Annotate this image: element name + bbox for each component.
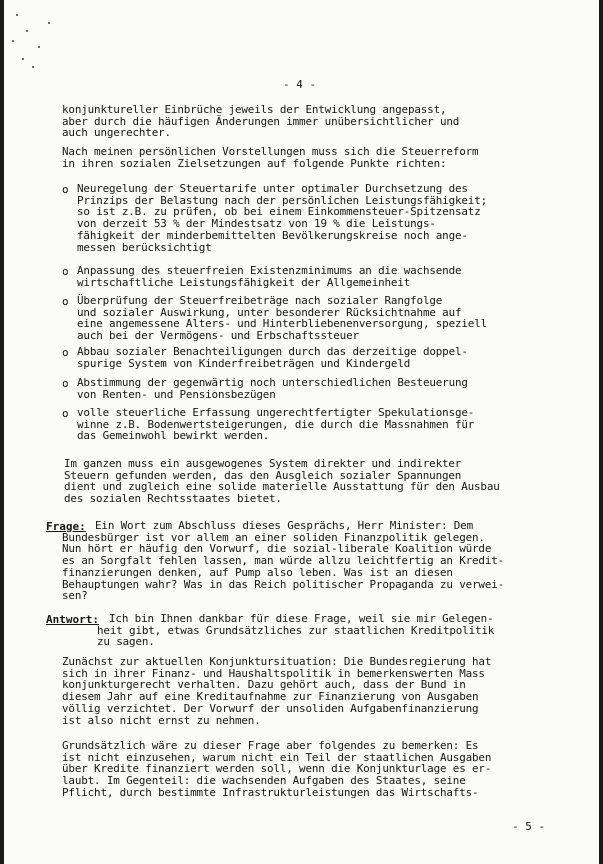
- frage-label: Frage:: [46, 520, 86, 533]
- scan-speckle: [12, 40, 14, 42]
- frage-line: finanzierungen denken, auf Pump also leben. Was ist an diesen: [62, 565, 453, 579]
- antwort-line: heit gibt, etwas Grundsätzliches zur staatlichen Kreditpolitik: [97, 623, 495, 637]
- frage-line: Bundesbürger ist vor allem an einer soliden Finanzpolitik gelegen.: [62, 530, 485, 544]
- p4-line: konjunkturgerecht verhalten. Dazu gehört auch, dass der Bund in: [62, 678, 466, 692]
- bullet-marker: o: [62, 295, 69, 308]
- bullet-marker: o: [62, 346, 69, 359]
- p5-line: über Kredite finanziert werden soll, wenn die Konjunkturlage es er-: [62, 762, 492, 776]
- bullet-item-line: und sozialer Auswirkung, unter besonderer Rücksichtnahme auf: [77, 305, 462, 319]
- bullet-item-line: wirtschaftliche Leistungsfähigkeit der Allgemeinheit: [77, 275, 411, 289]
- scan-speckle: [38, 46, 40, 48]
- p5-line: laubt. Im Gegenteil: die wachsenden Aufgaben des Staates, seine: [62, 774, 466, 788]
- p5-line: Pflicht, durch bestimmte Infrastrukturleistungen das Wirtschafts-: [62, 785, 479, 799]
- p2-line: Nach meinen persönlichen Vorstellungen muss sich die Steuerreform: [62, 145, 479, 158]
- frage-line: es an Sorgfalt fehlen lassen, man würde allzu leichtfertig an Kredit-: [62, 554, 505, 568]
- bullet-item-line: volle steuerliche Erfassung ungerechtfertigter Spekulationsge-: [77, 406, 475, 419]
- p3-line: Steuern gefunden werden, das den Ausgleich sozialer Spannungen: [64, 468, 462, 482]
- p4-line: Zunächst zur aktuellen Konjunktursituation: Die Bundesregierung hat: [62, 655, 492, 668]
- page-number-top: - 4 -: [283, 78, 317, 91]
- bullet-marker: o: [62, 183, 69, 196]
- bullet-item-line: Anpassung des steuerfreien Existenzminimums an die wachsende: [77, 264, 462, 277]
- bullet-item-line: eine angemessene Alters- und Hinterbliebenenversorgung, speziell: [77, 317, 488, 331]
- scan-speckle: [48, 22, 50, 24]
- bullet-marker: o: [62, 407, 69, 420]
- bullet-item-line: winne z.B. Bodenwertsteigerungen, die durch die Massnahmen für: [77, 417, 475, 431]
- bullet-item-line: Neuregelung der Steuertarife unter optimaler Durchsetzung des: [77, 182, 468, 195]
- scan-speckle: [32, 66, 34, 68]
- bullet-item-line: auch bei der Vermögens- und Erbschaftssteuer: [77, 329, 359, 343]
- p5-line: Grundsätzlich wäre zu dieser Frage aber folgendes zu bemerken: Es: [62, 739, 479, 752]
- document-page: [4, 0, 599, 864]
- antwort-line: zu sagen.: [97, 635, 155, 649]
- p3-line: des sozialen Rechtsstaates bietet.: [64, 492, 282, 506]
- bullet-item-line: messen berücksichtigt: [77, 240, 212, 254]
- p1-line: auch ungerechter.: [62, 126, 171, 140]
- antwort-line: Ich bin Ihnen dankbar für diese Frage, weil sie mir Gelegen-: [109, 612, 494, 625]
- bullet-item-line: fähigkeit der minderbemittelten Bevölkerungskreise noch ange-: [77, 228, 468, 242]
- p5-line: ist nicht einzusehen, warum nicht ein Teil der staatlichen Ausgaben: [62, 750, 492, 764]
- bullet-marker: o: [62, 265, 69, 278]
- scan-speckle: [26, 30, 28, 32]
- scan-speckle: [16, 14, 18, 16]
- p3-line: Im ganzen muss ein ausgewogenes System direkter und indirekter: [64, 457, 462, 470]
- bullet-item-line: von Renten- und Pensionsbezügen: [77, 387, 276, 401]
- bullet-item-line: Überprüfung der Steuerfreibeträge nach sozialer Rangfolge: [77, 294, 443, 307]
- bullet-item-line: spurige System von Kinderfreibeträgen und Kindergeld: [77, 356, 411, 370]
- p4-line: völlig verzichtet. Der Vorwurf der unsoliden Aufgabenfinanzierung: [62, 701, 479, 715]
- p1-line: konjunktureller Einbrüche jeweils der Entwicklung angepasst,: [62, 103, 447, 116]
- bullet-item-line: Abstimmung der gegenwärtig noch unterschiedlichen Besteuerung: [77, 376, 468, 389]
- p2-line: in ihren sozialen Zielsetzungen auf folgende Punkte richten:: [62, 156, 447, 170]
- p4-line: ist also nicht ernst zu nehmen.: [62, 713, 261, 727]
- frage-line: sen?: [62, 589, 88, 603]
- antwort-label: Antwort:: [46, 613, 99, 626]
- scan-speckle: [22, 58, 24, 60]
- bullet-item-line: das Gemeinwohl bewirkt werden.: [77, 429, 270, 443]
- frage-line: Nun hört er häufig den Vorwurf, die sozial-liberale Koalition würde: [62, 542, 492, 556]
- p1-line: aber durch die häufigen Änderungen immer unübersichtlicher und: [62, 114, 460, 128]
- bullet-item-line: Abbau sozialer Benachteiligungen durch das derzeitige doppel-: [77, 345, 468, 358]
- p4-line: sich in ihrer Finanz- und Haushaltspolitik in bemerkenswerten Mass: [62, 666, 485, 680]
- p4-line: diesem Jahr auf eine Kreditaufnahme zur Finanzierung von Ausgaben: [62, 690, 479, 704]
- page-number-bottom: - 5 -: [512, 820, 546, 833]
- frage-line: Behauptungen wahr? Was in das Reich politischer Propaganda zu verwei-: [62, 577, 505, 591]
- frage-line: Ein Wort zum Abschluss dieses Gesprächs, Herr Minister: Dem: [95, 519, 473, 532]
- bullet-item-line: so ist z.B. zu prüfen, ob bei einem Einkommensteuer-Spitzensatz: [77, 205, 481, 219]
- bullet-item-line: Prinzips der Belastung nach der persönlichen Leistungsfähigkeit;: [77, 193, 488, 207]
- bullet-item-line: von derzeit 53 % der Mindestsatz von 19 % die Leistungs-: [77, 217, 436, 231]
- p3-line: dient und zugleich eine solide materielle Ausstattung für den Ausbau: [64, 480, 500, 494]
- bullet-marker: o: [62, 377, 69, 390]
